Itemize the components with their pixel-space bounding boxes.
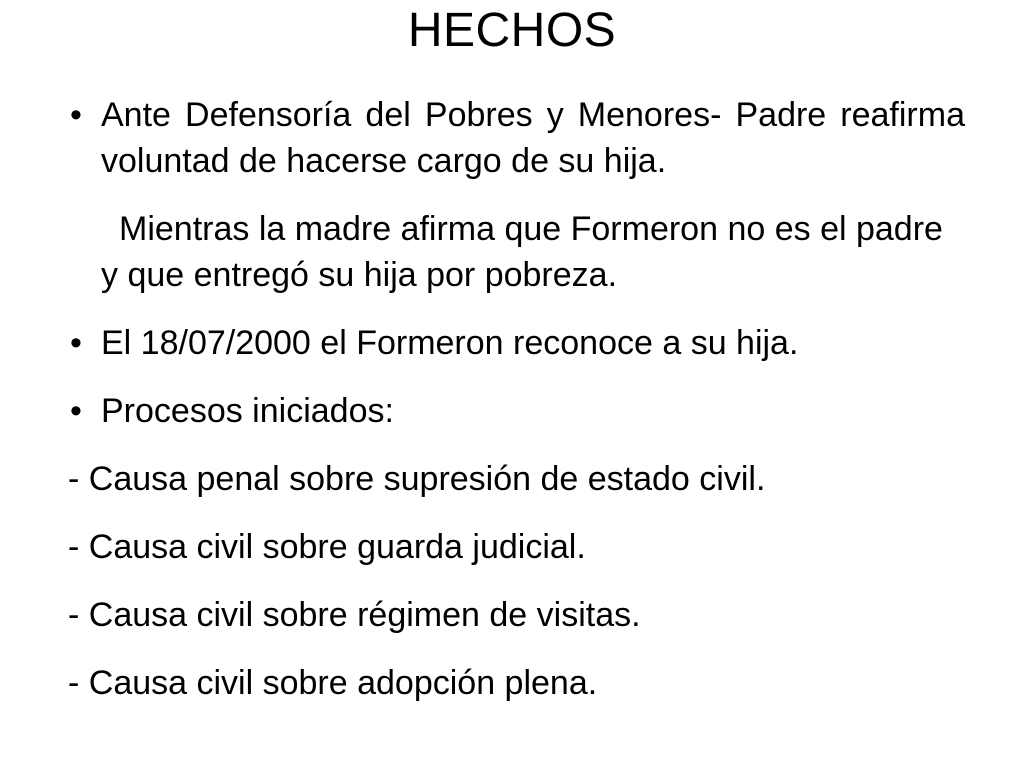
- bullet-continuation: Mientras la madre afirma que Formeron no es el padre y que entregó su hija por pobreza.: [101, 210, 943, 294]
- process-item: - Causa civil sobre guarda judicial.: [68, 528, 586, 566]
- bullet-icon: •: [70, 96, 82, 134]
- bullet-icon: •: [70, 392, 82, 430]
- process-item: - Causa civil sobre régimen de visitas.: [68, 596, 641, 634]
- bullet-icon: •: [70, 324, 82, 362]
- process-item: - Causa penal sobre supresión de estado civil.: [68, 460, 766, 498]
- slide-title: HECHOS: [407, 4, 617, 57]
- slide-body: [70, 92, 965, 706]
- bullet-text: Ante Defensoría del Pobres y Menores- Padre reafirma voluntad de hacerse cargo de su hija.: [101, 96, 965, 180]
- bullet-item: [70, 388, 965, 434]
- bullet-text: El 18/07/2000 el Formeron reconoce a su hija.: [101, 324, 799, 362]
- bullet-text: Procesos iniciados:: [101, 392, 394, 430]
- bullet-item: [70, 92, 965, 184]
- bullet-item: [70, 320, 965, 366]
- process-item: - Causa civil sobre adopción plena.: [68, 664, 598, 702]
